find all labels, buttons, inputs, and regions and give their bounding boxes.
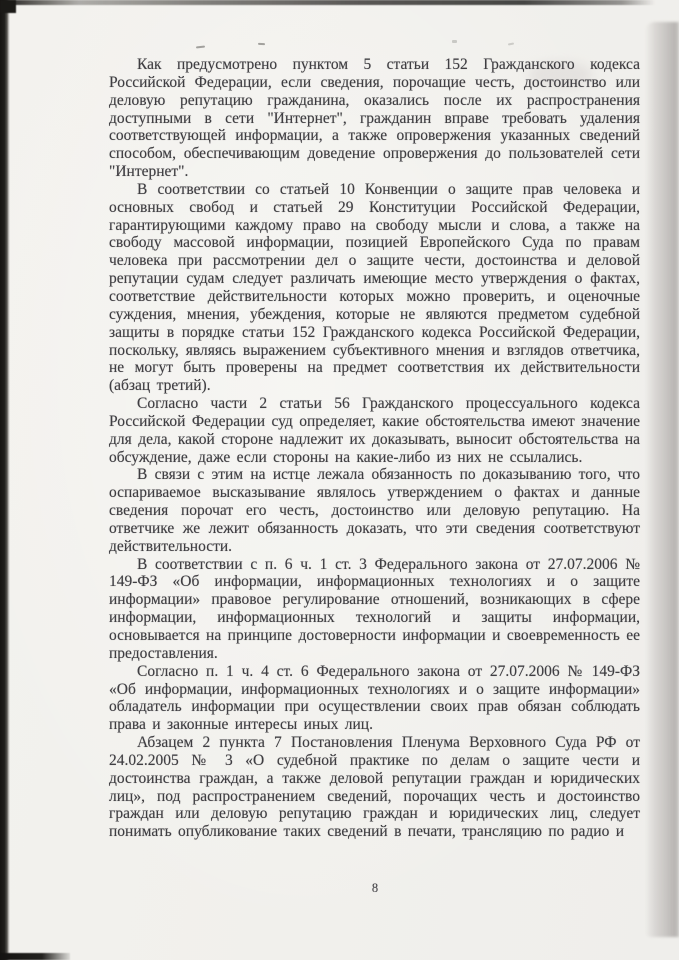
paragraph: Согласно части 2 статьи 56 Гражданского процессуального кодекса Российской Федерации суд определяет, какие обстоятельства имеют значение для дела, какой стороне надлежит их доказывать, выносит обстоятельства на обсуждение, даже если стороны на какие-либо из них не ссылались. [109, 395, 640, 466]
scan-left-edge [0, 0, 10, 960]
paragraph: Абзацем 2 пункта 7 Постановления Пленума Верховного Суда РФ от 24.02.2005 № 3 «О судебной практике по делам о защите чести и достоинства граждан, а также деловой репутации граждан и юридических лиц», под распространением сведений, порочащих честь и достоинство граждан или деловую репутацию граждан и юридических лиц, следует понимать опубликование таких сведений в печати, трансляцию по радио и [109, 734, 640, 841]
paragraph: Согласно п. 1 ч. 4 ст. 6 Федерального закона от 27.07.2006 № 149-ФЗ «Об информации, информационных технологиях и о защите информации» обладатель информации при осуществлении своих прав обязан соблюдать права и законные интересы иных лиц. [109, 662, 640, 734]
paragraph: Как предусмотрено пунктом 5 статьи 152 Гражданского кодекса Российской Федерации, если сведения, порочащие честь, достоинство или деловую репутацию гражданина, оказались после их распространения доступными в сети "Интернет", гражданин вправе требовать удаления соответствующей информации, а также опровержения указанных сведений способом, обеспечивающим доведение опровержения до пользователей сети "Интернет". [109, 56, 640, 181]
document-text [109, 56, 640, 841]
paragraph: В связи с этим на истце лежала обязанность по доказыванию того, что оспариваемое высказывание являлось утверждением о фактах и данные сведения порочат его честь, достоинство или деловую репутацию. На ответчике же лежит обязанность доказать, что эти сведения соответствуют действительности. [109, 466, 640, 555]
page-number: 8 [371, 881, 379, 895]
paragraph: В соответствии со статьей 10 Конвенции о защите прав человека и основных свобод и статьей 29 Конституции Российской Федерации, гарантирующими каждому право на свободу мысли и слова, а также на свободу массовой информации, позицией Европейского Суда по правам человека при рассмотрении дел о защите чести, достоинства и деловой репутации судам следует различать имеющие место утверждения о фактах, соответствие действительности которых можно проверить, и оценочные суждения, мнения, убеждения, которые не являются предметом судебной защиты в порядке статьи 152 Гражданского кодекса Российской Федерации, поскольку, являясь выражением субъективного мнения и взглядов ответчика, не могут быть проверены на предмет соответствия их действительности (абзац третий). [109, 180, 640, 395]
scan-top-edge [0, 0, 655, 5]
paragraph: В соответствии с п. 6 ч. 1 ст. 3 Федерального закона от 27.07.2006 № 149-ФЗ «Об информации, информационных технологиях и о защите информации» правовое регулирование отношений, возникающих в сфере информации, информационных технологий и защиты информации, основывается на принципе достоверности информации и своевременность ее предоставления. [109, 555, 640, 662]
scan-speck [196, 46, 205, 49]
scan-speck [452, 40, 457, 43]
scan-speck [258, 43, 265, 45]
scan-top-left-corner [0, 0, 16, 13]
scan-right-curl-shadow [645, 22, 679, 937]
scan-bottom-left-corner [0, 953, 70, 960]
scan-speck [508, 42, 514, 45]
